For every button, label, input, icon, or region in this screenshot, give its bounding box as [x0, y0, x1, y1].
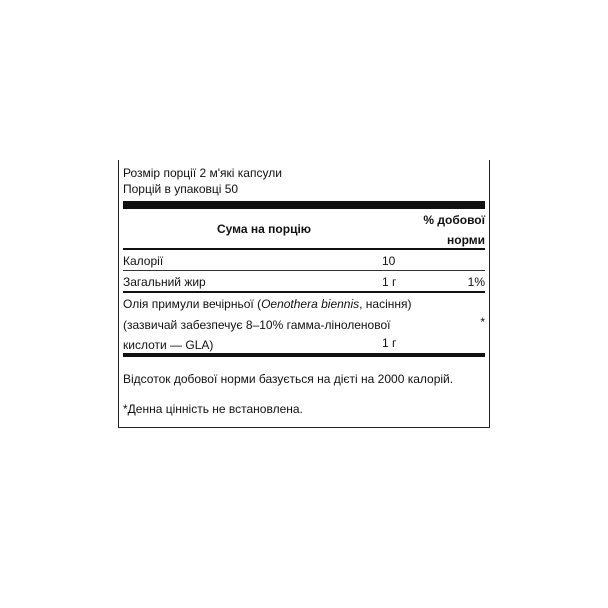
- row-divider-bold: [123, 291, 485, 293]
- evening-primrose-oil-amount: 1 г: [382, 336, 397, 350]
- oil-suffix: , насіння): [359, 297, 412, 311]
- oil-latin-name: Oenothera biennis: [261, 297, 360, 311]
- total-fat-label: Загальний жир: [123, 275, 206, 289]
- evening-primrose-oil-line2: (зазвичай забезпечує 8–10% гамма-ліноленової: [123, 318, 391, 332]
- daily-value-header-line2: норми: [446, 233, 485, 247]
- evening-primrose-oil-line1: [123, 297, 412, 311]
- serving-size: Розмір порції 2 м'які капсули: [123, 166, 282, 180]
- evening-primrose-oil-line3: кислоти — GLA): [123, 338, 214, 352]
- header-divider: [123, 248, 485, 250]
- percent-dv-footnote: Відсоток добової норми базується на дієті на 2000 калорій.: [123, 372, 454, 386]
- daily-value-header-line1: % добової: [423, 213, 485, 227]
- total-fat-amount: 1 г: [382, 275, 397, 289]
- calories-amount: 10: [382, 254, 396, 268]
- amount-per-serving-header: Сума на порцію: [217, 222, 312, 236]
- calories-label: Калорії: [123, 254, 164, 268]
- evening-primrose-oil-dv: *: [480, 315, 485, 329]
- supplement-facts-panel: [118, 160, 490, 428]
- oil-prefix: Олія примули вечірньої (: [123, 297, 262, 311]
- dv-not-established-footnote: *Денна цінність не встановлена.: [123, 402, 303, 416]
- thick-divider-top: [123, 201, 485, 209]
- row-divider: [123, 270, 485, 271]
- servings-per-container: Порцій в упаковці 50: [123, 182, 239, 196]
- total-fat-dv: 1%: [467, 275, 485, 289]
- thick-divider-bottom: [123, 353, 485, 357]
